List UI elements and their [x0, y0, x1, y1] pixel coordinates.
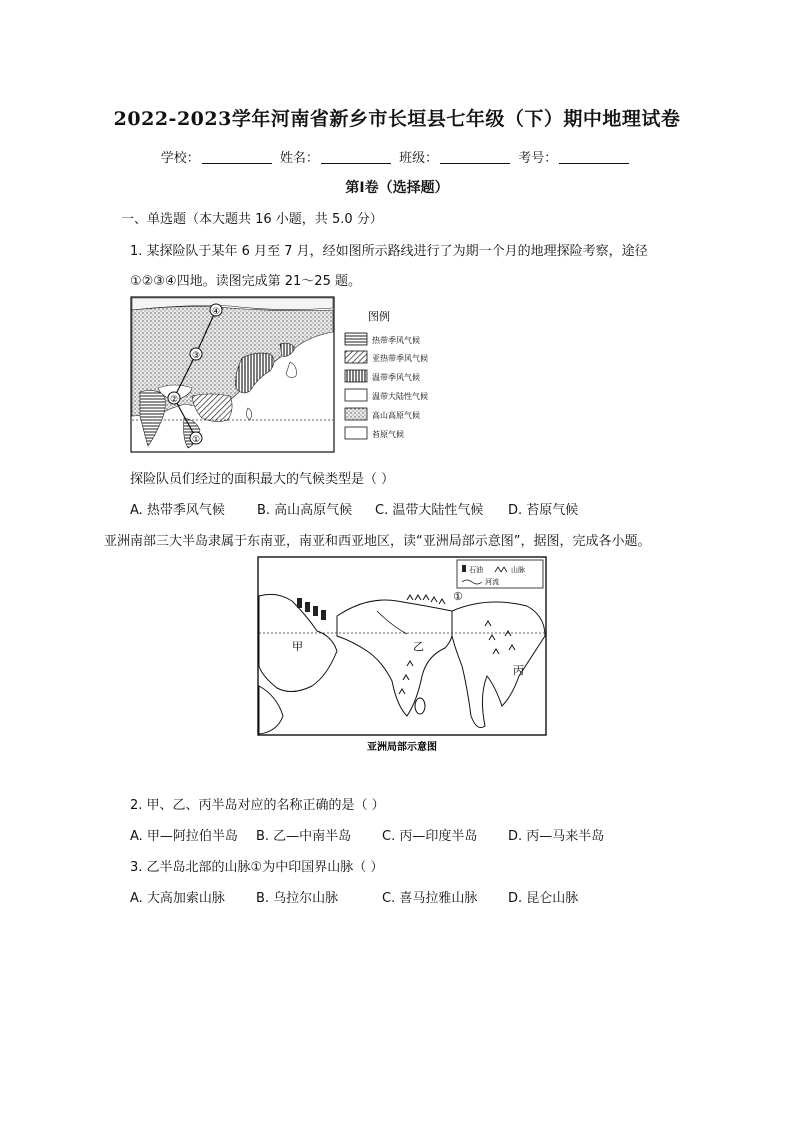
exam-title: 2022-2023学年河南省新乡市长垣县七年级（下）期中地理试卷 — [113, 108, 681, 130]
q1-stem-line1: 1. 某探险队于某年 6 月至 7 月，经如图所示路线进行了为期一个月的地理探险考察，途径 — [130, 244, 648, 259]
exam-number-blank — [559, 151, 629, 164]
q3-stem: 3. 乙半岛北部的山脉①为中印国界山脉（ ） — [130, 860, 384, 875]
climate-route-map — [130, 296, 430, 454]
label-mountain-1: ① — [453, 590, 463, 603]
part-heading: 一、单选题（本大题共 16 小题，共 5.0 分） — [121, 212, 383, 227]
q3-option-a[interactable]: A. 大高加索山脉 — [130, 891, 225, 906]
q3-option-d[interactable]: D. 昆仑山脉 — [508, 891, 579, 906]
legend-tundra — [345, 427, 404, 439]
q2-intro: 亚洲南部三大半岛隶属于东南亚，南亚和西亚地区，读“亚洲局部示意图”，据图，完成各小题。 — [104, 534, 651, 549]
student-info-line — [0, 147, 794, 166]
map2-caption: 亚洲局部示意图 — [367, 742, 437, 753]
svg-text:④: ④ — [211, 307, 221, 317]
q1-option-b[interactable]: B. 高山高原气候 — [257, 503, 353, 518]
q1-option-a[interactable]: A. 热带季风气候 — [130, 503, 225, 518]
q3-option-b[interactable]: B. 乌拉尔山脉 — [256, 891, 339, 906]
svg-text:③: ③ — [191, 351, 201, 361]
svg-text:温带季风气候: 温带季风气候 — [372, 373, 420, 382]
legend-highland — [345, 408, 420, 420]
svg-text:石油: 石油 — [469, 566, 483, 574]
name-blank — [321, 151, 391, 164]
legend-tropical-monsoon — [345, 333, 420, 345]
label-yi: 乙 — [413, 640, 424, 653]
q2-option-d[interactable]: D. 丙—马来半岛 — [508, 829, 605, 844]
map1-legend-title: 图例 — [368, 310, 390, 323]
svg-text:①: ① — [191, 435, 201, 445]
q1-option-c[interactable]: C. 温带大陆性气候 — [375, 503, 484, 518]
class-blank — [440, 151, 510, 164]
q2-option-c[interactable]: C. 丙—印度半岛 — [382, 829, 478, 844]
map2-legend — [457, 560, 543, 588]
q1-stem-line2: ①②③④四地。读图完成第 21～25 题。 — [130, 274, 361, 289]
svg-text:苔原气候: 苔原气候 — [372, 430, 404, 439]
svg-text:河流: 河流 — [485, 578, 499, 586]
q2-option-a[interactable]: A. 甲—阿拉伯半岛 — [130, 829, 238, 844]
svg-text:亚热带季风气候: 亚热带季风气候 — [372, 354, 428, 363]
svg-text:山脉: 山脉 — [511, 566, 525, 574]
legend-temperate-continental — [345, 389, 428, 401]
asia-partial-map — [257, 556, 547, 756]
exam-number-label: 考号： — [518, 151, 558, 166]
q1-question: 探险队员们经过的面积最大的气候类型是（ ） — [130, 472, 395, 487]
svg-text:温带大陆性气候: 温带大陆性气候 — [372, 392, 428, 401]
school-blank — [202, 151, 272, 164]
q3-option-c[interactable]: C. 喜马拉雅山脉 — [382, 891, 478, 906]
legend-subtropical-monsoon — [345, 351, 428, 363]
q2-stem: 2. 甲、乙、丙半岛对应的名称正确的是（ ） — [130, 798, 385, 813]
svg-text:②: ② — [169, 395, 179, 405]
svg-text:高山高原气候: 高山高原气候 — [372, 411, 420, 420]
q2-option-b[interactable]: B. 乙—中南半岛 — [256, 829, 352, 844]
label-bing: 丙 — [513, 664, 524, 677]
school-label: 学校： — [160, 151, 200, 166]
svg-text:热带季风气候: 热带季风气候 — [372, 336, 420, 345]
class-label: 班级： — [399, 151, 439, 166]
section-title: 第Ⅰ卷（选择题） — [345, 180, 449, 196]
legend-temperate-monsoon — [345, 370, 420, 382]
q1-option-d[interactable]: D. 苔原气候 — [508, 503, 579, 518]
name-label: 姓名： — [279, 151, 319, 166]
label-jia: 甲 — [292, 640, 303, 653]
